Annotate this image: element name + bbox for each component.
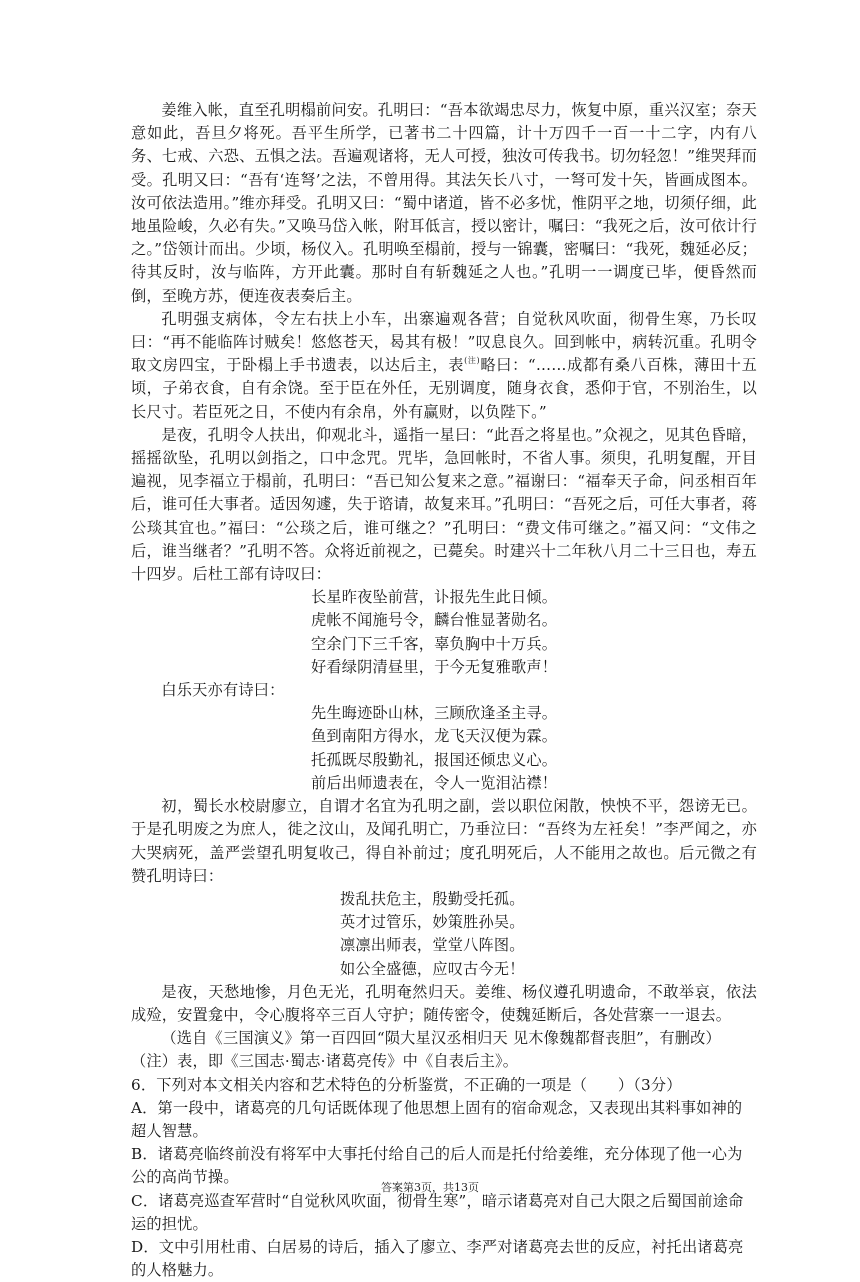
poem-yuan-zhen (131, 888, 757, 981)
source-citation: （选自《三国演义》第一百四回“陨大星汉丞相归天 见木像魏都督丧胆”，有删改） (161, 1029, 721, 1048)
footer-suffix: 页 (468, 1181, 479, 1194)
paragraph-4: 初，蜀长水校尉廖立，自谓才名宜为孔明之副，尝以职位闲散，怏怏不平，怨谤无已。于是孔明废之为庶人，徙之汶山，及闻孔明亡，乃垂泣曰：“吾终为左衽矣！”李严闻之，亦大哭病死，盖严尝望孔明复收己，得自补前过；度孔明死后，人不能用之故也。后元微之有赞孔明诗曰： (131, 797, 757, 885)
question-stem: 6．下列对本文相关内容和艺术特色的分析鉴赏，不正确的一项是（ ）（3分） (131, 1075, 682, 1094)
paragraph-1: 姜维入帐，直至孔明榻前问安。孔明曰：“吾本欲竭忠尽力，恢复中原，重兴汉室；奈天意如此，吾旦夕将死。吾平生所学，已著书二十四篇，计十万四千一百一十二字，内有八务、七戒、六恐、五惧之法。吾遍观诸将，无人可授，独汝可传我书。切勿轻忽！”维哭拜而受。孔明又曰：“吾有‘连弩’之法，不曾用得。其法矢长八寸，一弩可发十矢，皆画成图本。汝可依法造用。”维亦拜受。孔明又曰：“蜀中诸道，皆不必多忧，惟阴平之地，切须仔细，此地虽险峻，久必有失。”又唤马岱入帐，附耳低言，授以密计，嘱曰：“我死之后，汝可依计行之。”岱领计而出。少顷，杨仪入。孔明唤至榻前，授与一锦囊，密嘱曰：“我死，魏延必反；待其反时，汝与临阵，方开此囊。那时自有斩魏延之人也。”孔明一一调度已毕，便昏然而倒，至晚方苏，便连夜表奏后主。 (131, 101, 757, 305)
paragraph-5: 是夜，天愁地惨，月色无光，孔明奄然归天。姜维、杨仪遵孔明遗命，不敢举哀，依法成殓，安置龛中，令心腹将卒三百人守护；随传密令，使魏延断后，各处营寨一一退去。 (131, 982, 757, 1024)
poem-line: 托孤既尽殷勤礼，报国还倾忠义心。 (311, 750, 558, 769)
page-footer (0, 1179, 860, 1195)
poem-line: 好看绿阴清昼里，于今无复雅歌声！ (311, 657, 558, 676)
option-a: A．第一段中，诸葛亮的几句话既体现了他思想上固有的宿命观念，又表现出其料事如神的超人智慧。 (131, 1098, 743, 1140)
footnote-text: （注）表，即《三国志·蜀志·诸葛亮传》中《自表后主》。 (131, 1052, 519, 1071)
paragraph-2 (131, 308, 757, 424)
poem-lead-bai: 白乐天亦有诗曰： (161, 681, 285, 700)
footnote-marker: (注) (464, 356, 480, 366)
poem-line: 英才过管乐，妙策胜孙吴。 (340, 913, 525, 932)
option-c: C．诸葛亮巡查军营时“自觉秋风吹面，彻骨生寒”，暗示诸葛亮对自己大限之后蜀国前途命运的担忧。 (131, 1191, 744, 1233)
poem-line: 凛凛出师表，堂堂八阵图。 (340, 936, 525, 955)
footer-page-number: 3 (414, 1181, 421, 1194)
poem-bai-juyi (131, 702, 757, 795)
poem-line: 空余门下三千客，辜负胸中十万兵。 (311, 634, 558, 653)
option-d: D．文中引用杜甫、白居易的诗后，插入了廖立、李严对诸葛亮去世的反应，衬托出诸葛亮的人格魅力。 (131, 1237, 744, 1280)
poem-line: 前后出师遗表在，令人一览泪沾襟！ (311, 773, 558, 792)
poem-line: 鱼到南阳方得水，龙飞天汉便为霖。 (311, 727, 558, 746)
document-body (131, 99, 757, 1282)
footer-prefix: 答案第 (381, 1181, 414, 1194)
poem-line: 先生晦迹卧山林，三顾欣逢圣主寻。 (311, 704, 558, 723)
poem-line: 如公全盛德，应叹古今无！ (340, 959, 525, 978)
poem-line: 长星昨夜坠前营，讣报先生此日倾。 (311, 588, 558, 607)
paragraph-2-text-a: 孔明强支病体，令左右扶上小车，出寨遍观各营；自觉秋风吹面，彻骨生寒，乃长叹曰：“再不能临阵讨贼矣！悠悠苍天，曷其有极！”叹息良久。回到帐中，病转沉重。孔明令取文房四宝，于卧榻上手书遗表，以达后主，表 (131, 309, 757, 375)
footer-middle: 页，共 (421, 1181, 454, 1194)
poem-line: 虎帐不闻施号令，麟台惟显著勋名。 (311, 611, 558, 630)
poem-line: 拨乱扶危主，殷勤受托孤。 (340, 889, 525, 908)
poem-du-fu (131, 586, 757, 679)
paragraph-3: 是夜，孔明令人扶出，仰观北斗，遥指一星曰：“此吾之将星也。”众视之，见其色昏暗，摇摇欲坠，孔明以剑指之，口中念咒。咒毕，急回帐时，不省人事。须臾，孔明复醒，开目遍视，见李福立于榻前，孔明曰：“吾已知公复来之意。”福谢曰：“福奉天子命，问丞相百年后，谁可任大事者。适因匆遽，失于谘请，故复来耳。”孔明曰：“吾死之后，可任大事者，蒋公琰其宜也。”福曰：“公琰之后，谁可继之？”孔明曰：“费文伟可继之。”福又问：“文伟之后，谁当继者？”孔明不答。众将近前视之，已薨矣。时建兴十二年秋八月二十三日也，寿五十四岁。后杜工部有诗叹曰： (131, 425, 757, 584)
paragraph-2-text-b: 略曰：“……成都有桑八百株，薄田十五顷，子弟衣食，自有余饶。至于臣在外任，无别调度，随身衣食，悉仰于官，不别治生，以长尺寸。若臣死之日，不使内有余帛，外有赢财，以负陛下。” (131, 356, 757, 421)
footer-total-pages: 13 (454, 1181, 468, 1194)
option-b: B．诸葛亮临终前没有将军中大事托付给自己的后人而是托付给姜维，充分体现了他一心为公的高尚节操。 (131, 1145, 743, 1187)
